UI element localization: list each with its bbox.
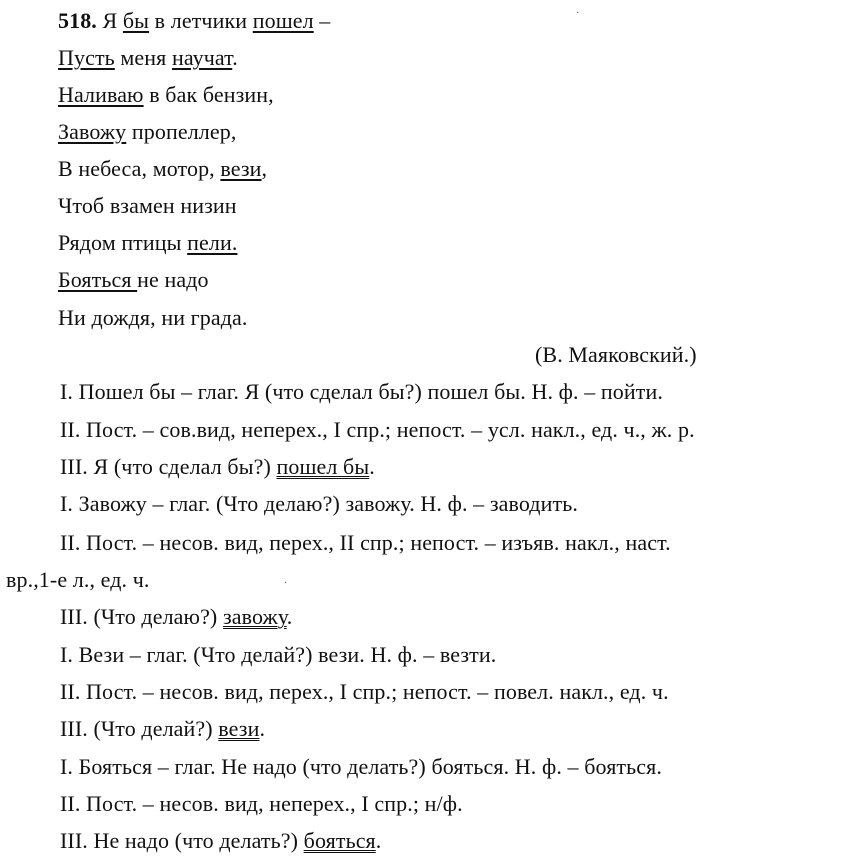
poem-line-2-segment: научат: [172, 45, 233, 70]
analysis-line-13-segment: III. Не надо (что делать?): [60, 828, 304, 853]
analysis-line-10-segment: вези: [218, 716, 260, 741]
analysis-line-3-segment: .: [369, 454, 375, 479]
analysis-line-3: [60, 454, 375, 480]
analysis-line-10-segment: .: [259, 716, 266, 741]
poem-author: (В. Маяковский.): [535, 342, 697, 367]
analysis-line-6-segment: вр.,1-е л., ед. ч.: [6, 567, 150, 592]
analysis-line-10-segment: III. (Что делай?): [60, 716, 219, 741]
poem-line-2: [58, 45, 238, 71]
poem-line-5-segment: ,: [261, 156, 268, 181]
poem-line-6-segment: Чтоб взамен низин: [58, 193, 237, 218]
poem-line-1-segment: Я: [102, 8, 123, 33]
poem-line-1: [58, 8, 330, 34]
analysis-line-1-segment: I. Пошел бы – глаг. Я (что сделал бы?) пошел бы. Н. ф. – пойти.: [60, 379, 663, 404]
poem-line-8-segment: Бояться: [58, 267, 138, 292]
poem-line-8-segment: не надо: [137, 267, 209, 292]
poem-line-1-segment: пошел: [252, 8, 314, 33]
analysis-line-7-segment: III. (Что делаю?): [60, 604, 223, 629]
analysis-line-3-segment: пошел бы: [276, 454, 370, 479]
analysis-line-7-segment: .: [286, 604, 293, 629]
poem-line-4-segment: пропеллер,: [126, 119, 237, 144]
poem-line-5-segment: вези: [220, 156, 262, 181]
scan-speck: ·: [284, 578, 288, 589]
poem-line-3-segment: Наливаю: [58, 82, 144, 107]
analysis-line-2: [60, 417, 695, 443]
analysis-line-9-segment: II. Пост. – несов. вид, перех., I спр.; непост. – повел. накл., ед. ч.: [60, 679, 669, 704]
analysis-line-7: [60, 604, 292, 630]
poem-line-1-segment: бы: [122, 8, 150, 33]
poem-line-3: [58, 82, 274, 108]
analysis-line-5-segment: II. Пост. – несов. вид, перех., II спр.; непост. – изъяв. накл., наст.: [60, 530, 671, 555]
analysis-line-4-segment: I. Завожу – глаг. (Что делаю?) завожу. Н. ф. – заводить.: [60, 491, 578, 516]
poem-line-1-text: [103, 8, 331, 33]
analysis-line-2-segment: II. Пост. – сов.вид, неперех., I спр.; непост. – усл. накл., ед. ч., ж. р.: [60, 417, 695, 442]
poem-line-7-segment: Рядом птицы: [58, 230, 188, 255]
poem-line-9-segment: Ни дождя, ни града.: [58, 305, 248, 330]
analysis-line-4: [60, 491, 578, 517]
poem-line-3-segment: в бак бензин,: [143, 82, 274, 107]
poem-line-4: [58, 119, 236, 145]
analysis-line-8: [60, 642, 496, 668]
analysis-line-12: [60, 791, 463, 817]
poem-line-4-segment: Завожу: [58, 119, 127, 144]
analysis-line-1: [60, 379, 663, 405]
analysis-line-10: [60, 716, 265, 742]
analysis-line-13: [60, 828, 381, 854]
poem-line-9: [58, 305, 248, 331]
poem-line-5-segment: В небеса, мотор,: [58, 156, 221, 181]
analysis-line-7-segment: завожу: [222, 604, 287, 629]
exercise-number: 518.: [58, 8, 97, 33]
poem-line-5: [58, 156, 267, 182]
poem-line-2-segment: меня: [114, 45, 172, 70]
poem-line-7-segment: пели.: [187, 230, 238, 255]
analysis-line-13-segment: бояться: [303, 828, 376, 853]
poem-line-8: [58, 267, 209, 293]
analysis-line-13-segment: .: [375, 828, 382, 853]
analysis-line-3-segment: III. Я (что сделал бы?): [60, 454, 277, 479]
analysis-line-5: [60, 530, 671, 556]
poem-line-2-segment: .: [232, 45, 238, 70]
analysis-line-11-segment: I. Бояться – глаг. Не надо (что делать?) бояться. Н. ф. – бояться.: [60, 754, 662, 779]
poem-line-7: [58, 230, 237, 256]
analysis-line-9: [60, 679, 669, 705]
poem-line-1-segment: –: [313, 8, 331, 33]
scan-speck: ·: [576, 8, 580, 19]
analysis-line-12-segment: II. Пост. – несов. вид, неперех., I спр.; н/ф.: [60, 791, 463, 816]
poem-line-2-segment: Пусть: [58, 45, 115, 70]
analysis-line-11: [60, 754, 662, 780]
analysis-line-6: [6, 567, 150, 593]
poem-line-6: [58, 193, 237, 219]
poem-line-1-segment: в летчики: [149, 8, 253, 33]
analysis-line-8-segment: I. Вези – глаг. (Что делай?) вези. Н. ф. – везти.: [60, 642, 497, 667]
